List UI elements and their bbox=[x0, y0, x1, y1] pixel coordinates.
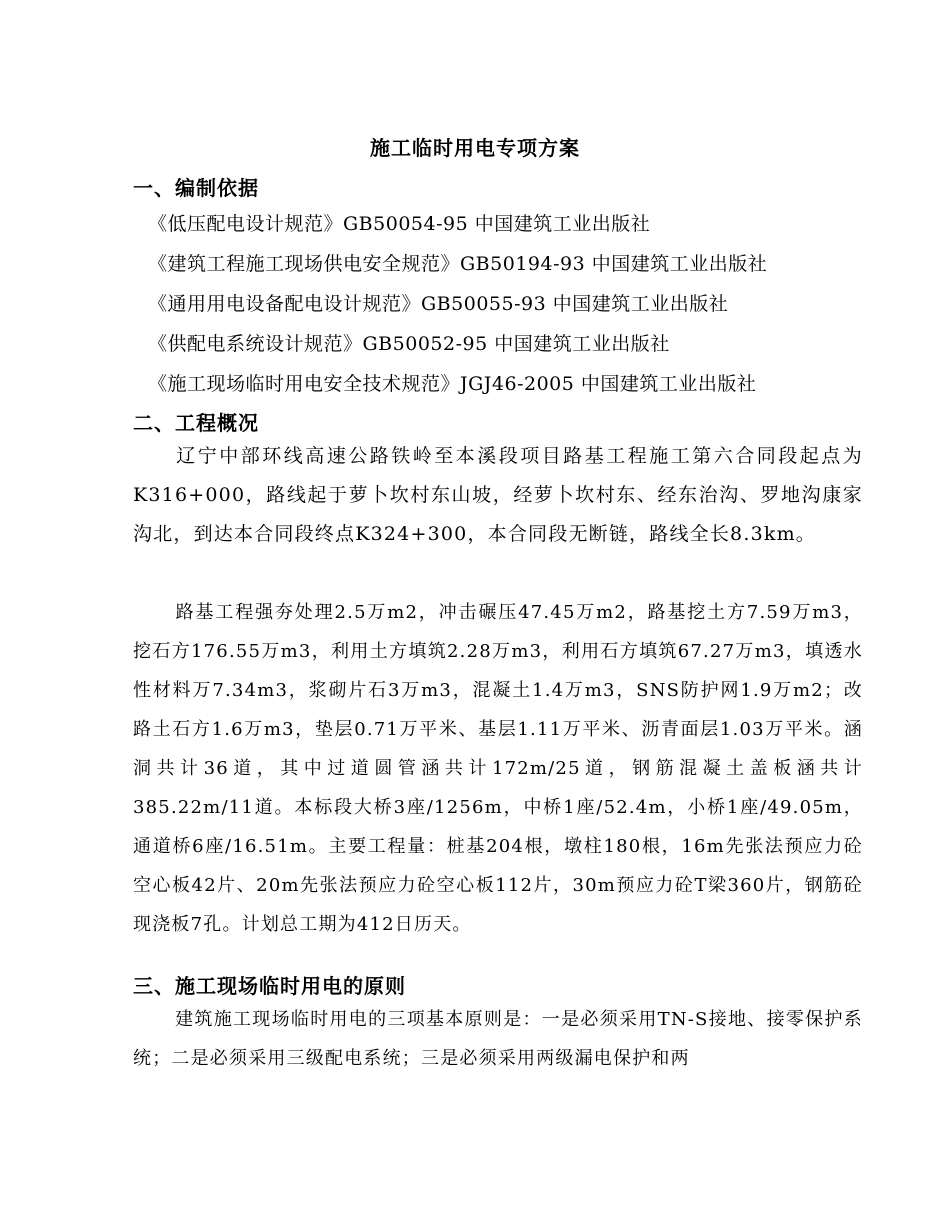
section-heading-overview: 二、工程概况 bbox=[133, 411, 259, 435]
overview-paragraph bbox=[133, 437, 863, 554]
reference-item: 《施工现场临时用电安全技术规范》JGJ46-2005 中国建筑工业出版社 bbox=[148, 373, 757, 395]
overview-paragraph-text: 辽宁中部环线高速公路铁岭至本溪段项目路基工程施工第六合同段起点为K316+000，路线起于萝卜坎村东山坡，经萝卜坎村东、经东治沟、罗地沟康家沟北，到达本合同段终点K324+300，本合同段无断链，路线全长8.3km。 bbox=[133, 445, 863, 545]
reference-item: 《建筑工程施工现场供电安全规范》GB50194-93 中国建筑工业出版社 bbox=[148, 253, 768, 275]
quantities-paragraph bbox=[133, 593, 863, 944]
principles-paragraph-text: 建筑施工现场临时用电的三项基本原则是：一是必须采用TN-S接地、接零保护系统；二是必须采用三级配电系统；三是必须采用两级漏电保护和两 bbox=[133, 1009, 863, 1069]
reference-item: 《通用用电设备配电设计规范》GB50055-93 中国建筑工业出版社 bbox=[148, 293, 729, 315]
reference-item: 《低压配电设计规范》GB50054-95 中国建筑工业出版社 bbox=[148, 213, 651, 235]
section-heading-basis: 一、编制依据 bbox=[133, 176, 259, 200]
section-heading-principles: 三、施工现场临时用电的原则 bbox=[133, 974, 406, 998]
document-title: 施工临时用电专项方案 bbox=[370, 136, 580, 160]
quantities-paragraph-text: 路基工程强夯处理2.5万m2，冲击碾压47.45万m2，路基挖土方7.59万m3，挖石方176.55万m3，利用土方填筑2.28万m3，利用石方填筑67.27万m3，填透水性材料万7.34m3，浆砌片石3万m3，混凝土1.4万m3，SNS防护网1.9万m2；改路土石方1.6万m3，垫层0.71万平米、基层1.11万平米、沥青面层1.03万平米。涵洞共计36道，其中过道圆管涵共计172m/25道，钢筋混凝土盖板涵共计385.22m/11道。本标段大桥3座/1256m，中桥1座/52.4m，小桥1座/49.05m，通道桥6座/16.51m。主要工程量：桩基204根，墩柱180根，16m先张法预应力砼空心板42片、20m先张法预应力砼空心板112片，30m预应力砼T梁360片，钢筋砼现浇板7孔。计划总工期为412日历天。 bbox=[133, 602, 863, 935]
reference-item: 《供配电系统设计规范》GB50052-95 中国建筑工业出版社 bbox=[148, 333, 670, 355]
principles-paragraph bbox=[133, 1000, 863, 1078]
